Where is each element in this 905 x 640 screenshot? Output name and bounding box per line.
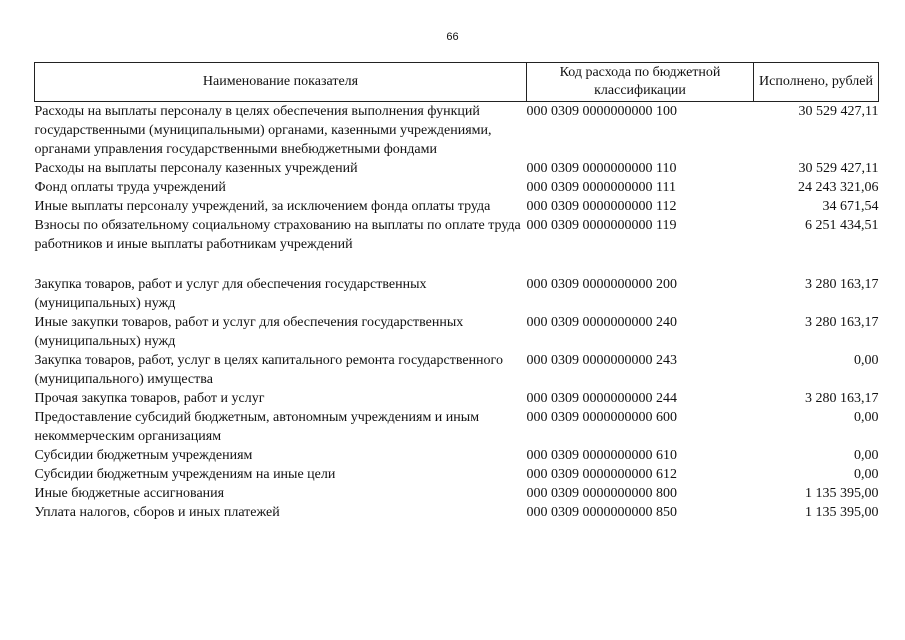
executed-amount: 3 280 163,17 xyxy=(805,391,879,406)
table-row xyxy=(35,351,879,389)
table-row xyxy=(35,275,879,313)
spacer-cell xyxy=(527,254,754,275)
executed-amount: 3 280 163,17 xyxy=(805,277,879,292)
executed-amount: 3 280 163,17 xyxy=(805,315,879,330)
table-row xyxy=(35,178,879,197)
table-row xyxy=(35,313,879,351)
table-row xyxy=(35,389,879,408)
expense-code: 000 0309 0000000000 610 xyxy=(526,448,677,463)
spacer-cell xyxy=(35,254,527,275)
indicator-name: Иные выплаты персоналу учреждений, за исключением фонда оплаты труда xyxy=(34,199,491,214)
executed-amount: 34 671,54 xyxy=(822,199,879,214)
table-row xyxy=(35,408,879,446)
expense-code: 000 0309 0000000000 111 xyxy=(526,180,676,195)
expense-code: 000 0309 0000000000 240 xyxy=(526,315,677,330)
executed-amount: 0,00 xyxy=(854,410,879,425)
page-number: 66 xyxy=(446,31,459,43)
expense-code: 000 0309 0000000000 112 xyxy=(526,199,677,214)
expense-code: 000 0309 0000000000 612 xyxy=(526,467,677,482)
indicator-name: Фонд оплаты труда учреждений xyxy=(34,180,226,195)
row-spacer xyxy=(35,254,879,275)
indicator-name: Предоставление субсидий бюджетным, автономным учреждениям и иным некоммерческим организациям xyxy=(34,410,480,444)
executed-amount: 30 529 427,11 xyxy=(798,161,879,176)
column-header-code: Код расхода по бюджетной классификации xyxy=(527,63,754,102)
indicator-name: Прочая закупка товаров, работ и услуг xyxy=(34,391,265,406)
executed-amount: 1 135 395,00 xyxy=(805,486,879,501)
column-header-value: Исполнено, рублей xyxy=(754,63,879,102)
table-row xyxy=(35,102,879,160)
table-header-row xyxy=(35,63,879,102)
executed-amount: 0,00 xyxy=(854,467,879,482)
indicator-name: Субсидии бюджетным учреждениям на иные цели xyxy=(34,467,336,482)
expense-code: 000 0309 0000000000 850 xyxy=(526,505,677,520)
indicator-name: Расходы на выплаты персоналу в целях обеспечения выполнения функций государственными (муниципальными) органами, казенными учреждениями, органами управления государственными внебюджетными фондами xyxy=(34,104,492,157)
indicator-name: Уплата налогов, сборов и иных платежей xyxy=(34,505,280,520)
expense-code: 000 0309 0000000000 244 xyxy=(526,391,677,406)
table-row xyxy=(35,484,879,503)
expense-code: 000 0309 0000000000 100 xyxy=(526,104,677,119)
executed-amount: 6 251 434,51 xyxy=(805,218,879,233)
indicator-name: Расходы на выплаты персоналу казенных учреждений xyxy=(34,161,358,176)
expense-code: 000 0309 0000000000 800 xyxy=(526,486,677,501)
table-row xyxy=(35,159,879,178)
table-row xyxy=(35,446,879,465)
executed-amount: 30 529 427,11 xyxy=(798,104,879,119)
executed-amount: 0,00 xyxy=(854,448,879,463)
expense-code: 000 0309 0000000000 600 xyxy=(526,410,677,425)
indicator-name: Закупка товаров, работ, услуг в целях капитального ремонта государственного (муниципального) имущества xyxy=(34,353,503,387)
indicator-name: Иные закупки товаров, работ и услуг для обеспечения государственных (муниципальных) нужд xyxy=(34,315,464,349)
table-row xyxy=(35,465,879,484)
indicator-name: Взносы по обязательному социальному страхованию на выплаты по оплате труда работников и иные выплаты работникам учреждений xyxy=(34,218,521,252)
expense-code: 000 0309 0000000000 110 xyxy=(526,161,677,176)
spacer-cell xyxy=(754,254,879,275)
indicator-name: Закупка товаров, работ и услуг для обеспечения государственных (муниципальных) нужд xyxy=(34,277,427,311)
executed-amount: 1 135 395,00 xyxy=(805,505,879,520)
table-row xyxy=(35,503,879,522)
budget-table xyxy=(34,62,879,522)
indicator-name: Субсидии бюджетным учреждениям xyxy=(34,448,253,463)
expense-code: 000 0309 0000000000 200 xyxy=(526,277,677,292)
indicator-name: Иные бюджетные ассигнования xyxy=(34,486,225,501)
table-row xyxy=(35,216,879,254)
table-row xyxy=(35,197,879,216)
column-header-name: Наименование показателя xyxy=(35,63,527,102)
expense-code: 000 0309 0000000000 119 xyxy=(526,218,677,233)
executed-amount: 0,00 xyxy=(854,353,879,368)
expense-code: 000 0309 0000000000 243 xyxy=(526,353,677,368)
executed-amount: 24 243 321,06 xyxy=(798,180,879,195)
